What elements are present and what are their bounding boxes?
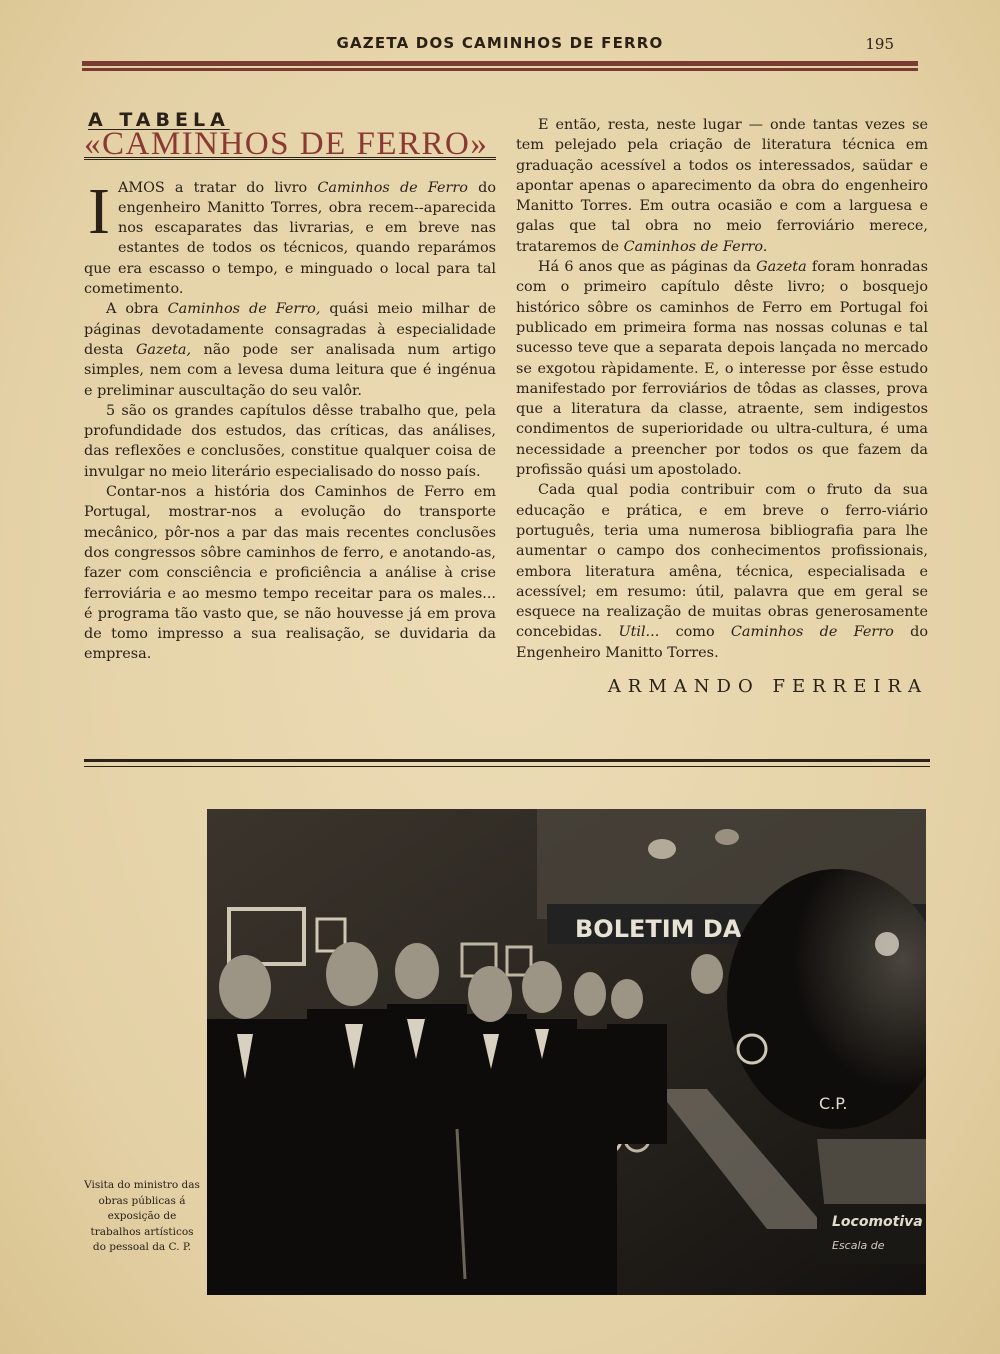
banner-text: BOLETIM DA: [575, 915, 742, 943]
text-span: Cada qual podia contribuir com o fruto da sua educação e prática, e em breve o ferro-viário português, teria uma numerosa bibliografia para lhe aumentar o campo dos conhecimentos profissionais, embora literatura amêna, técnica, especialisada e acessível; em resumo: útil, palavra que em geral se esquece na realização de muitas obras generosamente concebidas.: [516, 482, 928, 641]
paragraph: 5 são os grandes capítulos dêsse trabalho que, pela profundidade dos estudos, das críticas, das análises, das reflexões e conclusões, constitue qualquer coisa de invulgar no meio literário especialisado do nosso país.: [84, 402, 496, 480]
section-separator-thin: [84, 766, 930, 767]
section-separator: [84, 759, 930, 762]
paragraph: Contar-nos a história dos Caminhos de Ferro em Portugal, mostrar-nos a evolução do transporte mecânico, pôr-nos a par das mais recentes conclusões dos congressos sôbre caminhos de ferro, e anotando-as, fazer com consciência e proficiência a análise à crise ferroviária e ao mesmo tempo receitar para os males... é programa tão vasto que, se não houvesse já em prova de tomo impresso a sua realisação, se duvidaria da empresa.: [84, 484, 496, 663]
journal-title: GAZETA DOS CAMINHOS DE FERRO: [336, 34, 664, 52]
paragraph: [84, 299, 496, 400]
section-label: A TABELA: [88, 109, 230, 131]
sign-line-1: Locomotiva: [832, 1214, 923, 1230]
text-span: E então, resta, neste lugar — onde tantas vezes se tem pelejado pela criação de literatura técnica em graduação acessível a todos os interessados, saüdar e apontar apenas o aparecimento da obra do engenheiro Manitto Torres. Em outra ocasião e com a larguesa e galas que tal obra no meio ferroviário merece, trataremos de: [516, 117, 928, 255]
exhibition-photo: [207, 809, 926, 1295]
right-column: [516, 115, 928, 697]
text-span: a tratar do livro: [164, 179, 318, 196]
locomotive-plate: C.P.: [819, 1094, 848, 1113]
book-title: Caminhos de Ferro,: [167, 301, 321, 318]
emphasis: Util...: [618, 624, 660, 641]
lead-word: AMOS: [117, 179, 165, 196]
sign-line-2: Escala de: [832, 1239, 885, 1252]
book-title: Caminhos de Ferro.: [623, 238, 768, 255]
journal-name: Gazeta: [756, 259, 807, 276]
article-title: «CAMINHOS DE FERRO»: [84, 134, 496, 159]
text-span: do engenheiro Manitto Torres, obra recem--aparecida nos escaparates das livrarias, e em breve nas estantes de todos os técnicos, quando reparámos que era escasso o tempo, e minguado o local para tal cometimento.: [84, 179, 496, 298]
text-span: foram honradas com o primeiro capítulo dêste livro; o bosquejo histórico sôbre os caminhos de Ferro em Portugal foi publicado em primeira forma nas nossas colunas e tal sucesso teve que a separata depois lançada no mercado se exgotou ràpidamente. E, o interesse por êsse estudo manifestado por ferroviários de tôdas as classes, prova que a literatura da classe, atraente, sem indigestos condimentos de superioridade ou ultra-cultura, é uma necessidade a preencher por todos os que fazem da profissão quási um apostolado.: [516, 259, 928, 479]
page-number: 195: [865, 35, 894, 53]
text-span: quási meio milhar de páginas devotadamente consagradas à especialidade desta: [84, 301, 496, 358]
text-span: do Engenheiro Manitto Torres.: [516, 624, 928, 661]
text-span: A obra: [106, 301, 168, 318]
book-title: Caminhos de Ferro: [317, 179, 468, 196]
paragraph: [516, 115, 928, 257]
paragraph: [516, 257, 928, 480]
book-title: Caminhos de Ferro: [730, 624, 894, 641]
author-signature: ARMANDO FERREIRA: [607, 676, 928, 698]
drop-cap: I: [88, 174, 110, 248]
journal-name: Gazeta,: [135, 341, 192, 358]
header-rule: [82, 61, 918, 66]
running-head: [82, 32, 918, 58]
text-span: não pode ser analisada num artigo simples, nem com a levesa duma leitura que é ingénua e preliminar auscultação do seu valôr.: [84, 341, 496, 399]
paragraph: [516, 480, 928, 663]
photo-illustration: [207, 809, 926, 1295]
header-rule-thin: [82, 68, 918, 71]
left-column: [84, 110, 496, 665]
paragraph: [84, 174, 496, 300]
photo-caption: Visita do ministro das obras públicas á exposição de trabalhos artísticos do pessoal da C. P.: [84, 1179, 200, 1253]
text-span: como: [659, 624, 731, 641]
text-span: Há 6 anos que as páginas da: [538, 259, 757, 276]
